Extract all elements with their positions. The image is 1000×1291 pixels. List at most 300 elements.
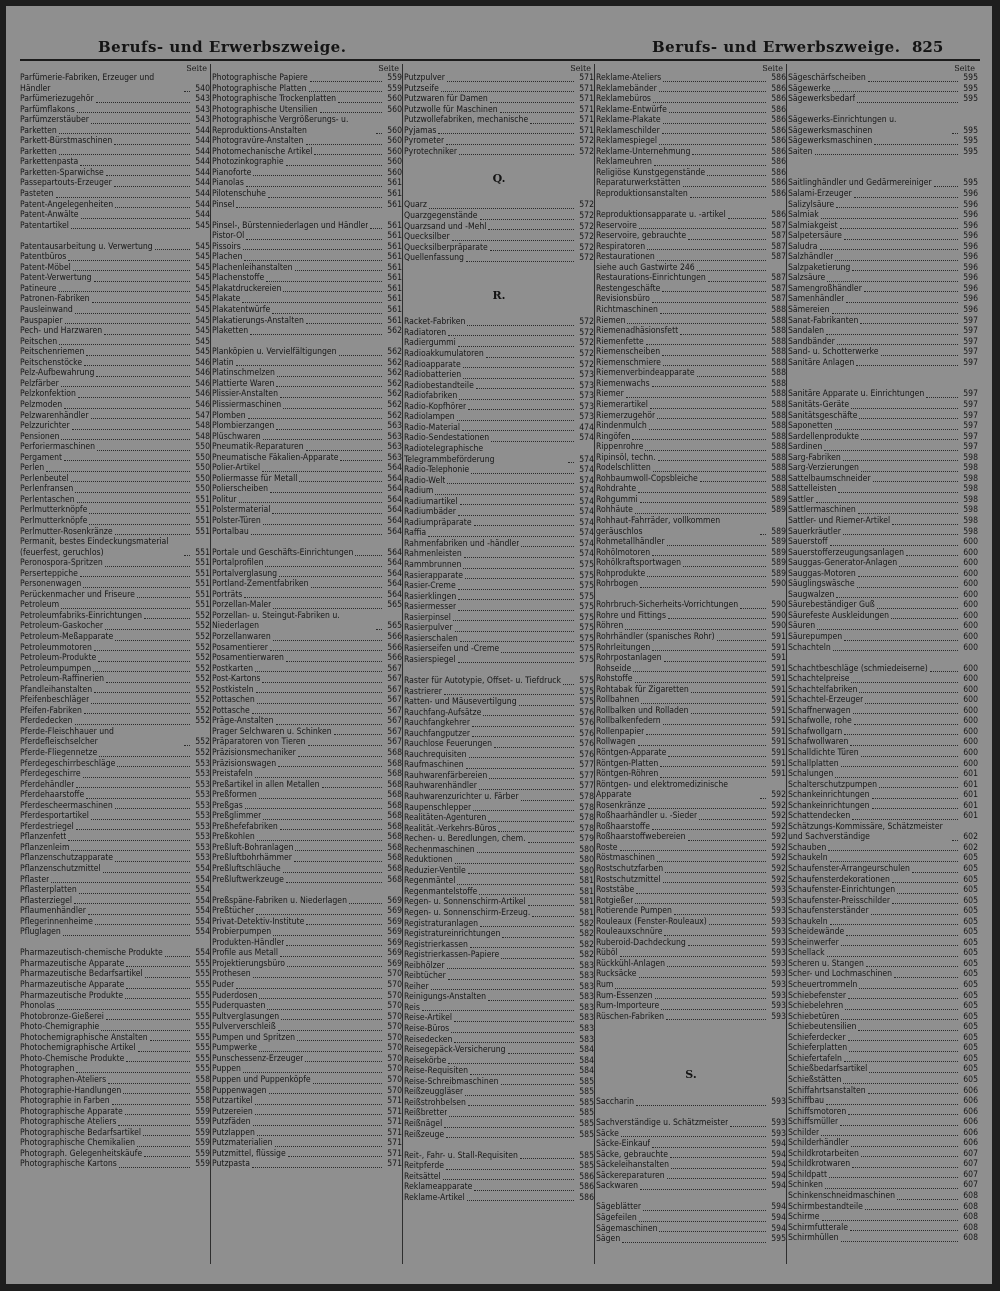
index-entry bbox=[20, 200, 210, 211]
index-entry bbox=[20, 252, 210, 263]
entry-term: Schiffahrtsanstalten bbox=[788, 1085, 866, 1096]
spacer bbox=[596, 1033, 786, 1044]
entry-term: Pelz-Aufbewahrung bbox=[20, 368, 95, 379]
entry-page-number: 576 bbox=[579, 749, 594, 760]
entry-term: Sanitätsgeschäfte bbox=[788, 410, 858, 421]
index-entry bbox=[596, 948, 786, 959]
entry-term: Riemenverbindeapparate bbox=[596, 368, 695, 379]
index-entry bbox=[404, 539, 594, 550]
entry-term: Rollbalken und Rolladen bbox=[596, 705, 689, 716]
dot-leader bbox=[853, 713, 958, 714]
entry-term: Reißzeuge bbox=[404, 1129, 445, 1140]
entry-term: Patent-Verwertung bbox=[20, 273, 92, 284]
dot-leader bbox=[259, 998, 382, 999]
index-entry bbox=[788, 231, 978, 242]
dot-leader bbox=[255, 671, 382, 672]
index-entry bbox=[596, 685, 786, 696]
dot-leader bbox=[155, 249, 190, 250]
entry-page-number: 586 bbox=[771, 94, 786, 105]
dot-leader bbox=[652, 1147, 766, 1148]
dot-leader bbox=[824, 450, 958, 451]
entry-term: Rasierklingen bbox=[404, 591, 457, 602]
dot-leader bbox=[490, 102, 574, 103]
entry-term: Reißnägel bbox=[404, 1118, 443, 1129]
entry-term: Petroleum-Produkte bbox=[20, 653, 97, 664]
dot-leader bbox=[314, 154, 382, 155]
dot-leader bbox=[94, 281, 190, 282]
entry-term: Pfluglagen bbox=[20, 927, 61, 938]
index-entry bbox=[212, 400, 402, 411]
index-entry bbox=[212, 1043, 402, 1054]
entry-page-number: 569 bbox=[387, 958, 402, 969]
entry-term: Reklameschilder bbox=[596, 125, 660, 136]
entry-term: Pulververschleiß bbox=[212, 1022, 276, 1033]
index-entry bbox=[404, 391, 594, 402]
entry-term: Saugwalzen bbox=[788, 589, 835, 600]
entry-page-number: 606 bbox=[963, 1085, 978, 1096]
index-entry bbox=[404, 105, 594, 116]
index-entry bbox=[212, 706, 402, 717]
dot-leader bbox=[563, 684, 574, 685]
index-entry bbox=[20, 1096, 210, 1107]
entry-page-number: 593 bbox=[771, 969, 786, 980]
dot-leader bbox=[150, 1040, 190, 1041]
entry-term: Parkett-Bürstmaschinen bbox=[20, 136, 113, 147]
index-entry bbox=[20, 1064, 210, 1075]
entry-page-number: 586 bbox=[771, 157, 786, 168]
entry-term: Sandbänder bbox=[788, 336, 835, 347]
entry-page-number: 591 bbox=[771, 684, 786, 695]
dot-leader bbox=[841, 1019, 958, 1020]
entry-page-number: 595 bbox=[963, 125, 978, 136]
index-entry bbox=[596, 495, 786, 506]
entry-term: Projektierungsbüro bbox=[212, 958, 285, 969]
dot-leader bbox=[446, 1169, 574, 1170]
index-entry bbox=[596, 379, 786, 390]
entry-page-number: 585 bbox=[579, 1129, 594, 1140]
dot-leader bbox=[286, 165, 382, 166]
index-entry bbox=[788, 748, 978, 759]
index-entry bbox=[788, 1012, 978, 1023]
entry-page-number: 586 bbox=[579, 1192, 594, 1203]
entry-term: siehe auch Gastwirte 246 bbox=[596, 262, 695, 273]
entry-page-number: 596 bbox=[963, 252, 978, 263]
index-entry bbox=[212, 1012, 402, 1023]
index-entry bbox=[20, 716, 210, 727]
dot-leader bbox=[894, 977, 958, 978]
index-entry bbox=[212, 632, 402, 643]
entry-term: Pferdesportartikel bbox=[20, 811, 89, 822]
index-entry bbox=[404, 687, 594, 698]
entry-term: Saiten bbox=[788, 146, 813, 157]
entry-term: Sattler bbox=[788, 494, 814, 505]
entry-page-number: 572 bbox=[579, 211, 594, 222]
entry-page-number: 544 bbox=[195, 157, 210, 168]
index-entry bbox=[212, 389, 402, 400]
entry-page-number: 600 bbox=[963, 568, 978, 579]
index-entry bbox=[212, 136, 402, 147]
entry-term: Schiebefenster bbox=[788, 990, 847, 1001]
entry-term: Photographische Utensilien bbox=[212, 104, 318, 115]
entry-page-number: 572 bbox=[579, 317, 594, 328]
entry-term: Quarzgegenstände bbox=[404, 211, 478, 222]
entry-term: Pianoforte bbox=[212, 167, 252, 178]
entry-page-number: 593 bbox=[771, 980, 786, 991]
entry-term: Präge-Anstalten bbox=[212, 716, 274, 727]
index-entry bbox=[404, 834, 594, 845]
dot-leader bbox=[458, 515, 574, 516]
index-entry bbox=[20, 210, 210, 221]
entry-page-number: 569 bbox=[387, 916, 402, 927]
dot-leader bbox=[648, 808, 766, 809]
index-entry bbox=[596, 727, 786, 738]
entry-page-number: 588 bbox=[771, 442, 786, 453]
entry-term: Pharmazeutische Bedarfsartikel bbox=[20, 969, 143, 980]
index-entry bbox=[596, 484, 786, 495]
index-entry bbox=[404, 549, 594, 560]
entry-page-number: 601 bbox=[963, 800, 978, 811]
entry-term: Schaufensterständer bbox=[788, 906, 869, 917]
index-entry bbox=[212, 674, 402, 685]
entry-term: Schinkenschneidmaschinen bbox=[788, 1190, 895, 1201]
entry-term: Preßluftbohrhämmer bbox=[212, 853, 292, 864]
entry-term: Photochemigraphische Anstalten bbox=[20, 1032, 148, 1043]
entry-term: Rückkühl-Anlagen bbox=[596, 958, 666, 969]
entry-page-number: 581 bbox=[579, 908, 594, 919]
dot-leader bbox=[488, 229, 574, 230]
dot-leader bbox=[869, 1072, 958, 1073]
entry-term: Roßhaarstoffwebereien bbox=[596, 832, 686, 843]
entry-term: Pfandleihanstalten bbox=[20, 684, 93, 695]
entry-page-number: 544 bbox=[195, 125, 210, 136]
entry-page-number: 594 bbox=[771, 1223, 786, 1234]
entry-page-number: 595 bbox=[963, 136, 978, 147]
dot-leader bbox=[94, 692, 190, 693]
entry-term: Rüschen-Fabriken bbox=[596, 1011, 664, 1022]
entry-page-number: 554 bbox=[195, 906, 210, 917]
index-entry bbox=[212, 969, 402, 980]
entry-page-number: 551 bbox=[195, 494, 210, 505]
dot-leader bbox=[268, 197, 382, 198]
entry-page-number: 569 bbox=[387, 937, 402, 948]
entry-page-number: 550 bbox=[195, 473, 210, 484]
entry-page-number: 543 bbox=[195, 94, 210, 105]
index-entry bbox=[788, 294, 978, 305]
entry-term: Regen- u. Sonnenschirm-Artikel bbox=[404, 897, 526, 908]
dot-leader bbox=[877, 608, 958, 609]
dot-leader bbox=[280, 829, 382, 830]
index-entry bbox=[596, 906, 786, 917]
entry-page-number: 555 bbox=[195, 980, 210, 991]
entry-term: Putzfäden bbox=[212, 1117, 251, 1128]
index-entry bbox=[596, 579, 786, 590]
index-column-3 bbox=[404, 64, 595, 1264]
dot-leader bbox=[89, 513, 190, 514]
index-entry bbox=[404, 897, 594, 908]
dot-leader bbox=[663, 882, 766, 883]
dot-leader bbox=[500, 112, 574, 113]
dot-leader bbox=[276, 386, 382, 387]
index-entry bbox=[596, 1224, 786, 1235]
entry-page-number: 585 bbox=[579, 1150, 594, 1161]
entry-page-number: 550 bbox=[195, 452, 210, 463]
entry-page-number: 561 bbox=[387, 283, 402, 294]
entry-page-number: 578 bbox=[579, 792, 594, 802]
index-entry bbox=[404, 1003, 594, 1014]
entry-term: Putzwolle für Maschinen bbox=[404, 104, 498, 115]
index-entry bbox=[404, 771, 594, 782]
entry-page-number: 589 bbox=[771, 505, 786, 516]
entry-page-number: 563 bbox=[387, 452, 402, 463]
index-entry bbox=[788, 579, 978, 590]
dot-leader bbox=[858, 1030, 958, 1031]
dot-leader bbox=[841, 945, 958, 946]
index-entry bbox=[596, 105, 786, 116]
entry-page-number: 589 bbox=[771, 526, 786, 537]
index-entry bbox=[596, 864, 786, 875]
entry-term: Schalldichte Türen bbox=[788, 748, 859, 758]
entry-page-number: 559 bbox=[195, 1159, 210, 1170]
entry-page-number: 591 bbox=[771, 663, 786, 674]
entry-page-number: 585 bbox=[579, 1118, 594, 1129]
entry-term: Pyrotechniker bbox=[404, 146, 458, 157]
entry-term: Radio-Sendestationen bbox=[404, 433, 490, 444]
entry-term: Post-Kartons bbox=[212, 674, 261, 685]
entry-page-number: 586 bbox=[771, 73, 786, 83]
entry-page-number: 572 bbox=[579, 338, 594, 349]
entry-term: Radiatoren bbox=[404, 327, 447, 338]
index-entry bbox=[788, 969, 978, 980]
dot-leader bbox=[447, 968, 574, 969]
entry-term: Sägewerksbedarf bbox=[788, 94, 856, 105]
dot-leader bbox=[239, 502, 383, 503]
entry-page-number: 593 bbox=[771, 990, 786, 1001]
entry-page-number: 564 bbox=[387, 515, 402, 526]
dot-leader bbox=[640, 587, 766, 588]
entry-term: Plachenleihanstalten bbox=[212, 262, 293, 273]
entry-term: Sägewerks-Einrichtungen u. Sägewerksmaschinen bbox=[788, 115, 897, 136]
dot-leader bbox=[643, 1210, 766, 1211]
dot-leader bbox=[688, 840, 766, 841]
entry-page-number: 594 bbox=[771, 1181, 786, 1192]
entry-page-number: 584 bbox=[579, 1055, 594, 1066]
entry-term: Preßglimmer bbox=[212, 811, 262, 822]
index-entry bbox=[788, 1233, 978, 1244]
dot-leader bbox=[106, 1019, 190, 1020]
entry-page-number: 567 bbox=[387, 674, 402, 685]
entry-page-number: 596 bbox=[963, 220, 978, 231]
dot-leader bbox=[871, 914, 958, 915]
dot-leader bbox=[311, 587, 382, 588]
entry-term: Pferdescheermaschinen bbox=[20, 800, 113, 811]
entry-page-number: 600 bbox=[963, 600, 978, 611]
entry-page-number: 553 bbox=[195, 842, 210, 853]
index-entry bbox=[404, 1140, 594, 1161]
entry-term: Preßformen bbox=[212, 790, 257, 801]
index-entry bbox=[596, 653, 786, 664]
entry-term: Respiratoren bbox=[596, 241, 646, 252]
index-entry bbox=[20, 695, 210, 706]
dot-leader bbox=[59, 133, 190, 134]
entry-term: Schildkrotwaren bbox=[788, 1159, 851, 1170]
dot-leader bbox=[71, 481, 190, 482]
entry-term: Raster für Autotypie, Offset- u. Tiefdruck bbox=[404, 675, 561, 686]
index-entry bbox=[212, 73, 402, 84]
entry-term: Rohölmotoren bbox=[596, 547, 651, 558]
entry-term: Riemerartikel bbox=[596, 399, 648, 410]
index-entry bbox=[788, 305, 978, 316]
dot-leader bbox=[838, 492, 958, 493]
entry-page-number: 591 bbox=[771, 737, 786, 748]
dot-leader bbox=[652, 650, 766, 651]
dot-leader bbox=[306, 924, 382, 925]
index-entry bbox=[212, 980, 402, 991]
entry-page-number: 570 bbox=[387, 980, 402, 991]
dot-leader bbox=[61, 386, 190, 387]
index-entry bbox=[404, 1077, 594, 1088]
dot-leader bbox=[934, 186, 958, 187]
entry-term: Preßtücher bbox=[212, 906, 255, 917]
index-entry bbox=[596, 273, 786, 284]
dot-leader bbox=[91, 703, 190, 704]
dot-leader bbox=[452, 240, 574, 241]
entry-page-number: 593 bbox=[771, 906, 786, 917]
index-entry bbox=[788, 1022, 978, 1033]
entry-page-number: 578 bbox=[579, 813, 594, 824]
dot-leader bbox=[866, 966, 958, 967]
dot-leader bbox=[817, 629, 958, 630]
entry-term: Ruberoid-Dachdeckung bbox=[596, 937, 686, 948]
entry-term: Pfeifen-Fabriken bbox=[20, 705, 82, 716]
entry-term: Roste bbox=[596, 842, 618, 853]
index-entry bbox=[788, 252, 978, 263]
index-entry bbox=[212, 210, 402, 231]
entry-term: Parketten bbox=[20, 125, 57, 136]
dot-leader bbox=[663, 81, 766, 82]
entry-term: Pelzmoden bbox=[20, 399, 63, 410]
entry-term: Rum-Essenzen bbox=[596, 990, 653, 1001]
dot-leader bbox=[665, 872, 766, 873]
index-entry bbox=[212, 242, 402, 253]
index-entry bbox=[20, 453, 210, 464]
entry-term: Patent-Angelegenheiten bbox=[20, 199, 114, 210]
entry-term: Reklame-Unternehmung bbox=[596, 146, 691, 157]
index-entry bbox=[20, 917, 210, 928]
entry-page-number: 572 bbox=[579, 146, 594, 157]
entry-page-number: 573 bbox=[579, 412, 594, 423]
index-entry bbox=[20, 600, 210, 611]
index-entry bbox=[212, 590, 402, 601]
dot-leader bbox=[244, 260, 382, 261]
index-entry bbox=[404, 813, 594, 824]
entry-term: Pinsel-, Bürstenniederlagen und Händler bbox=[212, 220, 369, 231]
entry-term: Radiobatterien bbox=[404, 370, 462, 381]
index-entry bbox=[404, 855, 594, 866]
entry-page-number: 568 bbox=[387, 874, 402, 885]
index-entry bbox=[596, 1181, 786, 1192]
entry-page-number: 548 bbox=[195, 421, 210, 432]
entry-term: Pasteten bbox=[20, 189, 54, 200]
index-entry bbox=[212, 495, 402, 506]
entry-term: Regenmäntel bbox=[404, 876, 456, 887]
entry-term: Rohrhändler (spanisches Rohr) bbox=[596, 631, 715, 642]
entry-page-number: 597 bbox=[963, 389, 978, 400]
dot-leader bbox=[114, 144, 190, 145]
dot-leader bbox=[635, 682, 767, 683]
index-entry bbox=[20, 569, 210, 580]
dot-leader bbox=[640, 1189, 766, 1190]
entry-page-number: 596 bbox=[963, 283, 978, 294]
entry-term: Säuren bbox=[788, 621, 816, 632]
dot-leader bbox=[872, 798, 958, 799]
dot-leader bbox=[117, 766, 190, 767]
dot-leader bbox=[278, 766, 382, 767]
entry-term: Sägeschärfscheiben bbox=[788, 73, 866, 83]
entry-page-number: 605 bbox=[963, 1011, 978, 1022]
entry-page-number: 575 bbox=[579, 654, 594, 665]
dot-leader bbox=[474, 1190, 574, 1191]
entry-term: Rotgießer bbox=[596, 895, 634, 906]
entry-page-number: 575 bbox=[579, 644, 594, 655]
entry-term: Registrierkassen-Papiere bbox=[404, 950, 500, 961]
index-entry bbox=[788, 1128, 978, 1139]
index-entry bbox=[404, 412, 594, 423]
index-entry bbox=[212, 780, 402, 791]
index-entry bbox=[596, 569, 786, 580]
dot-leader bbox=[281, 1019, 382, 1020]
entry-term: Pelzwarenhändler bbox=[20, 410, 89, 421]
index-entry bbox=[404, 697, 594, 708]
entry-term: Peitschenstöcke bbox=[20, 357, 83, 368]
entry-page-number: 608 bbox=[963, 1222, 978, 1233]
dot-leader bbox=[259, 798, 382, 799]
index-entry bbox=[404, 328, 594, 339]
dot-leader bbox=[528, 905, 574, 906]
index-entry bbox=[596, 505, 786, 516]
index-entry bbox=[20, 611, 210, 622]
entry-term: Probierpumpen bbox=[212, 927, 272, 938]
index-entry bbox=[404, 940, 594, 951]
entry-term: Reklame-Ateliers bbox=[596, 73, 662, 83]
dot-leader bbox=[476, 388, 574, 389]
entry-term: Portale und Geschäfts-Einrichtungen bbox=[212, 547, 354, 558]
index-entry bbox=[212, 1138, 402, 1149]
entry-page-number: 598 bbox=[963, 526, 978, 537]
entry-term: Photographie in Farben bbox=[20, 1096, 110, 1107]
entry-term: Radiolampen bbox=[404, 412, 455, 423]
entry-page-number: 581 bbox=[579, 886, 594, 897]
dot-leader bbox=[145, 977, 190, 978]
index-entry bbox=[596, 231, 786, 242]
entry-term: Prothesen bbox=[212, 969, 251, 980]
entry-term: Riemenwachs bbox=[596, 378, 650, 389]
entry-term: Schankeinrichtungen bbox=[788, 800, 870, 811]
index-entry bbox=[788, 1086, 978, 1097]
index-entry bbox=[788, 959, 978, 970]
index-entry bbox=[788, 400, 978, 411]
entry-term: Photographie-Handlungen bbox=[20, 1085, 122, 1096]
entry-page-number: 590 bbox=[771, 610, 786, 621]
dot-leader bbox=[104, 334, 190, 335]
index-entry bbox=[788, 1075, 978, 1086]
index-entry bbox=[404, 708, 594, 719]
index-entry bbox=[404, 971, 594, 982]
entry-page-number: 592 bbox=[771, 821, 786, 832]
entry-page-number: 592 bbox=[771, 832, 786, 843]
entry-term: Radiergummi bbox=[404, 338, 456, 349]
entry-page-number: 596 bbox=[963, 273, 978, 284]
dot-leader bbox=[688, 945, 766, 946]
